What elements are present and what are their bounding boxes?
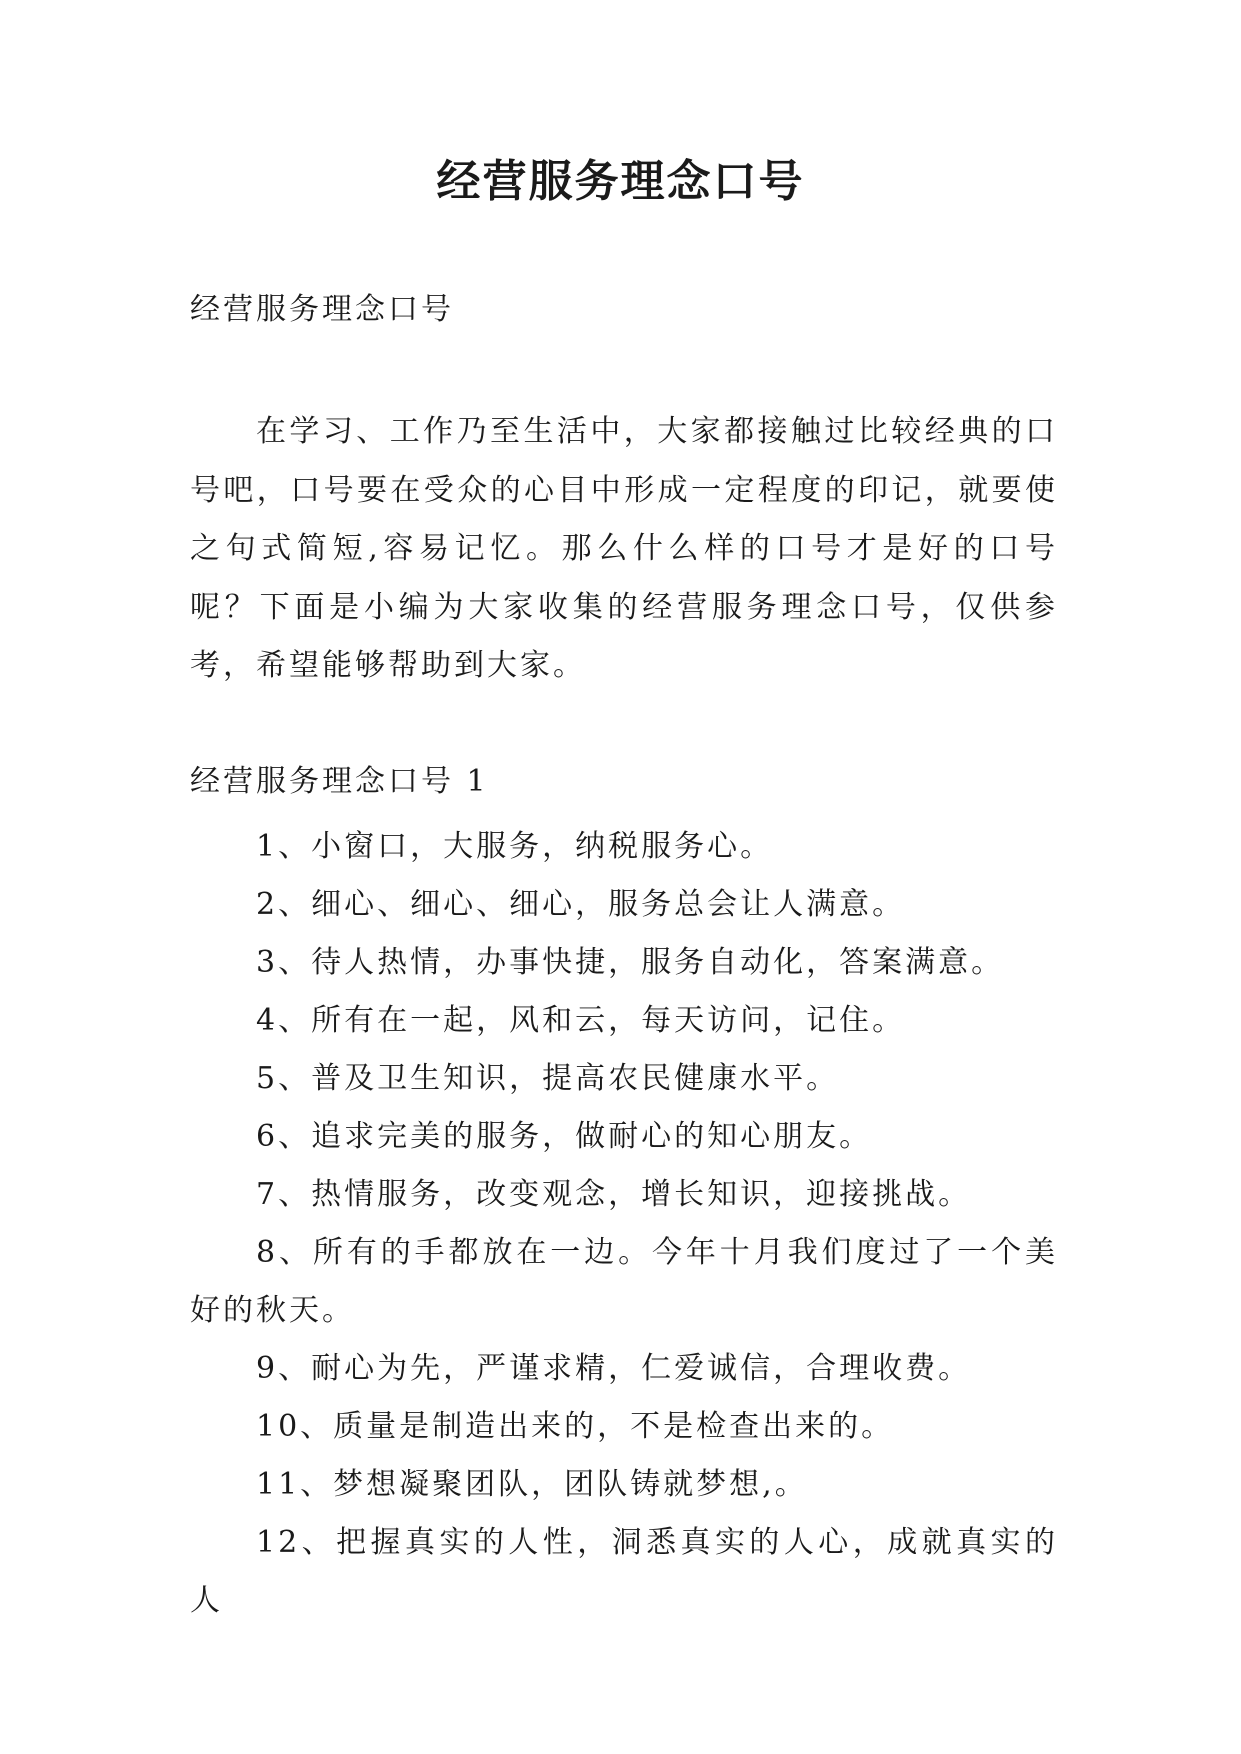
intro-paragraph: 在学习、工作乃至生活中，大家都接触过比较经典的口号吧，口号要在受众的心目中形成一定程度的印记，就要使之句式简短,容易记忆。那么什么样的口号才是好的口号呢？下面是小编为大家收集的经营服务理念口号，仅供参考，希望能够帮助到大家。 bbox=[190, 414, 1058, 683]
slogan-list bbox=[190, 818, 1058, 1630]
page-title: 经营服务理念口号 bbox=[436, 156, 805, 207]
list-item: 3、待人热情，办事快捷，服务自动化，答案满意。 bbox=[256, 945, 1005, 980]
list-item: 1、小窗口，大服务，纳税服务心。 bbox=[256, 829, 774, 864]
list-item: 9、耐心为先，严谨求精，仁爱诚信，合理收费。 bbox=[256, 1351, 972, 1386]
list-item: 8、所有的手都放在一边。今年十月我们度过了一个美好的秋天。 bbox=[190, 1235, 1058, 1328]
list-item: 7、热情服务，改变观念，增长知识，迎接挑战。 bbox=[256, 1177, 972, 1212]
section-heading: 经营服务理念口号 1 bbox=[190, 764, 489, 799]
list-item: 2、细心、细心、细心，服务总会让人满意。 bbox=[256, 887, 906, 922]
list-item: 12、把握真实的人性，洞悉真实的人心，成就真实的人 bbox=[190, 1525, 1058, 1618]
document-subtitle: 经营服务理念口号 bbox=[190, 292, 454, 327]
list-item: 10、质量是制造出来的，不是检查出来的。 bbox=[256, 1409, 895, 1444]
list-item: 11、梦想凝聚团队，团队铸就梦想,。 bbox=[256, 1467, 808, 1502]
list-item: 4、所有在一起，风和云，每天访问，记住。 bbox=[256, 1003, 906, 1038]
list-item: 6、追求完美的服务，做耐心的知心朋友。 bbox=[256, 1119, 873, 1154]
list-item: 5、普及卫生知识，提高农民健康水平。 bbox=[256, 1061, 840, 1096]
